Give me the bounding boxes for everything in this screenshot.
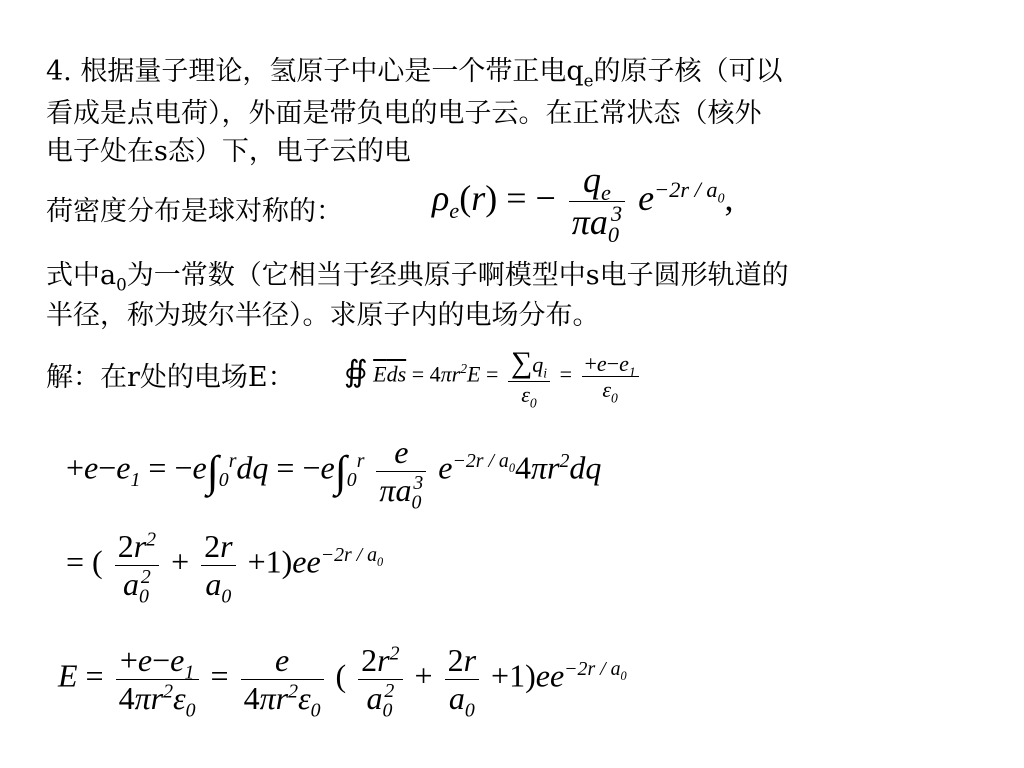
problem-line-1-text: 4. 根据量子理论，氢原子中心是一个带正电q — [46, 56, 584, 87]
problem-line-5 — [46, 258, 789, 294]
enclosed-charge-formula: $+e-e_1 = -e\int_0^rdq = -e\int_0^r$ $\frac{e}{\pi a_0^3}$ $e^{-2r / a_0}4\pi r^2dq$ — [66, 434, 602, 514]
problem-line-5-text: 式中a — [46, 260, 117, 291]
problem-line-1-sub: e — [583, 70, 594, 91]
electric-field-formula: E = $\frac{+e-e_1}{4\pi r^2\varepsilon_0}$ = $\frac{e}{4\pi r^2\varepsilon_0}$ ( $\frac{2r^2}{a_0^2}$ + $\frac{2r}{a_0}$ $+1)ee^{-2r / a_0}$ — [58, 642, 627, 722]
problem-line-5-sub: 0 — [116, 274, 127, 295]
solution-label: 解：在r处的电场E： — [46, 362, 295, 393]
problem-line-3: 电子处在s态）下，电子云的电 — [46, 136, 411, 167]
problem-line-2: 看成是点电荷），外面是带负电的电子云。在正常状态（核外 — [46, 98, 762, 129]
problem-line-6: 半径，称为玻尔半径）。求原子内的电场分布。 — [46, 300, 600, 331]
problem-line-1 — [46, 54, 783, 90]
gauss-law-formula: ∯ $\overline{E}\overline{ds} = 4\pi r^2E$ = $\frac{\sum q_i}{\varepsilon_0}$ = $\frac{+e-e_1}{\varepsilon_0}$ — [344, 346, 643, 407]
problem-line-1-tail: 的原子核（可以 — [593, 56, 783, 87]
integral-result-formula: = ( $\frac{2r^2}{a_0^2}$ + $\frac{2r}{a_0}$ $+1)ee^{-2r / a_0}$ — [66, 528, 384, 608]
charge-density-formula: $\rho_e(r)$ = − $\frac{q_e}{\pi a_0^3}$ $e^{-2r / a_0}$, — [432, 160, 734, 248]
problem-line-5-tail: 为一常数（它相当于经典原子啊模型中s电子圆形轨道的 — [126, 260, 789, 291]
problem-line-4: 荷密度分布是球对称的： — [46, 196, 343, 227]
